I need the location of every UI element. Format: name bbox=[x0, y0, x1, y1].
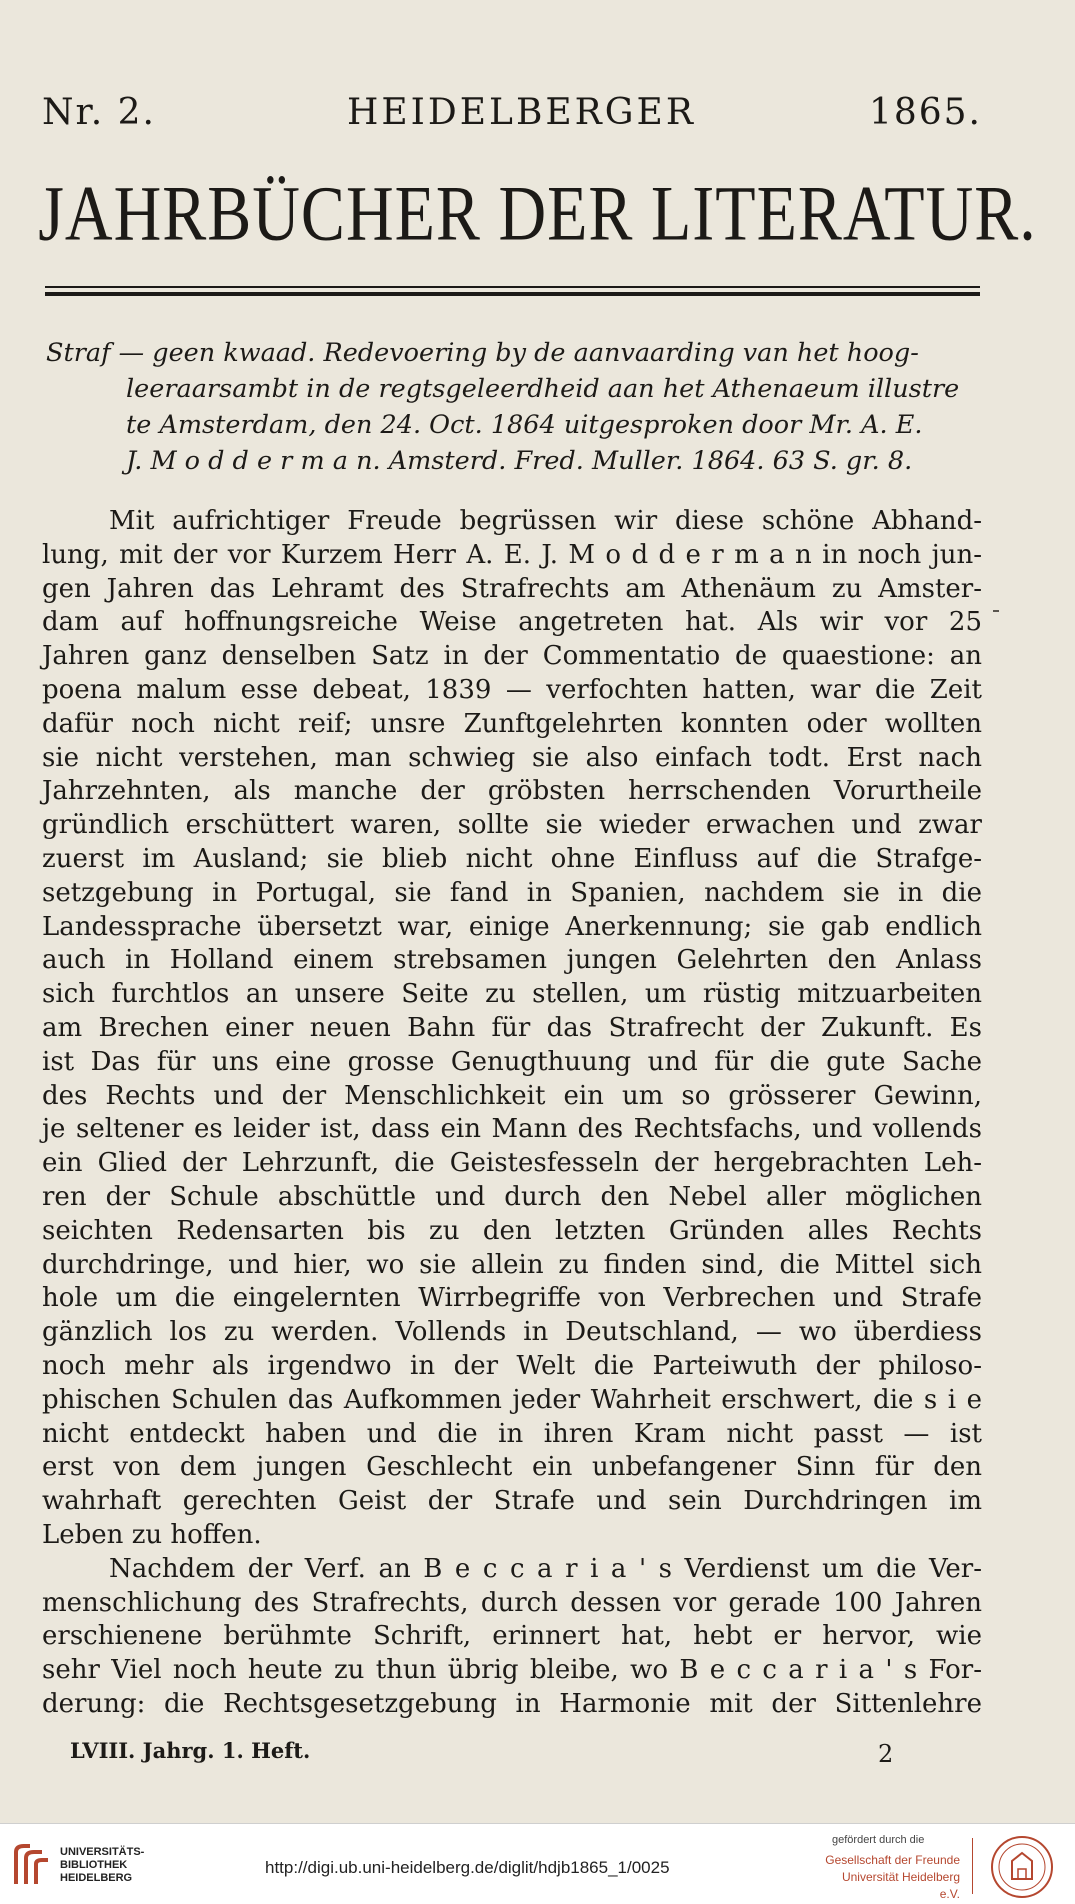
citation-line: leeraarsambt in de regtsgeleerdheid aan het Athenaeum illustre bbox=[126, 374, 960, 404]
text-line: noch mehr als irgendwo in der Welt die Parteiwuth der philoso- bbox=[42, 1350, 982, 1381]
citation-line: J. M o d d e r m a n. Amsterd. Fred. Muller. 1864. 63 S. gr. 8. bbox=[126, 446, 913, 476]
masthead-rule-thin bbox=[45, 286, 980, 288]
year: 1865. bbox=[868, 92, 982, 133]
text-line: Jahren ganz denselben Satz in der Commentatio de quaestione: an bbox=[42, 641, 982, 672]
text-line: sie nicht verstehen, man schwieg sie also einfach todt. Erst nach bbox=[42, 742, 982, 773]
text-line: Nachdem der Verf. an B e c c a r i a ' s Verdienst um die Ver- bbox=[109, 1553, 982, 1584]
text-line: Jahrzehnten, als manche der gröbsten herrschenden Vorurtheile bbox=[42, 776, 982, 807]
text-line: seichten Redensarten bis zu den letzten Gründen alles Rechts bbox=[42, 1215, 982, 1246]
text-line: derung: die Rechtsgesetzgebung in Harmonie mit der Sittenlehre bbox=[42, 1688, 982, 1719]
text-line: Landessprache übersetzt war, einige Anerkennung; sie gab endlich bbox=[42, 911, 982, 942]
permalink-url[interactable]: http://digi.ub.uni-heidelberg.de/diglit/hdjb1865_1/0025 bbox=[265, 1858, 670, 1877]
text-line: gründlich erschüttert waren, sollte sie wieder erwachen und zwar bbox=[42, 810, 982, 841]
text-line: Leben zu hoffen. bbox=[42, 1519, 262, 1550]
university-seal-icon bbox=[990, 1835, 1054, 1899]
text-line: auch in Holland einem strebsamen jungen Gelehrten den Anlass bbox=[42, 945, 982, 976]
university-library-logo-icon[interactable] bbox=[12, 1844, 50, 1886]
text-line: lung, mit der vor Kurzem Herr A. E. J. M o d d e r m a n in noch jun- bbox=[42, 539, 982, 570]
text-line: dam auf hoffnungsreiche Weise angetreten hat. Als wir vor 25 bbox=[42, 607, 982, 638]
text-line: am Brechen einer neuen Bahn für das Strafrecht der Zukunft. Es bbox=[42, 1012, 982, 1043]
text-line: gänzlich los zu werden. Vollends in Deutschland, — wo überdiess bbox=[42, 1317, 982, 1348]
citation-line: Straf — geen kwaad. Redevoering by de aanvaarding van het hoog- bbox=[46, 338, 919, 368]
text-line: des Rechts und der Menschlichkeit ein um so grösserer Gewinn, bbox=[42, 1080, 982, 1111]
article-body bbox=[42, 505, 982, 1722]
running-header bbox=[42, 92, 982, 142]
text-line: ren der Schule abschüttle und durch den Nebel aller möglichen bbox=[42, 1181, 982, 1212]
library-name: UNIVERSITÄTS- BIBLIOTHEK HEIDELBERG bbox=[60, 1846, 145, 1884]
footer-divider bbox=[972, 1838, 973, 1894]
text-line: zuerst im Ausland; sie blieb nicht ohne Einfluss auf die Strafge- bbox=[42, 843, 982, 874]
text-line: menschlichung des Strafrechts, durch dessen vor gerade 100 Jahren bbox=[42, 1587, 982, 1618]
text-line: erschienene berühmte Schrift, erinnert hat, hebt er hervor, wie bbox=[42, 1621, 982, 1652]
text-line: sehr Viel noch heute zu thun übrig bleibe, wo B e c c a r i a ' s For- bbox=[42, 1655, 982, 1686]
text-line: durchdringe, und hier, wo sie allein zu finden sind, die Mittel sich bbox=[42, 1249, 982, 1280]
masthead-title: JAHRBÜCHER DER LITERATUR. bbox=[38, 171, 1037, 258]
text-line: phischen Schulen das Aufkommen jeder Wahrheit erschwert, die s i e bbox=[42, 1384, 982, 1415]
text-line: gen Jahren das Lehramt des Strafrechts am Athenäum zu Amster- bbox=[42, 573, 982, 604]
masthead-rule-thick bbox=[45, 292, 980, 296]
text-line: hole um die eingelernten Wirrbegriffe von Verbrechen und Strafe bbox=[42, 1283, 982, 1314]
text-line: ein Glied der Lehrzunft, die Geistesfesseln der hergebrachten Leh- bbox=[42, 1148, 982, 1179]
text-line: setzgebung in Portugal, sie fand in Spanien, nachdem sie in die bbox=[42, 877, 982, 908]
signature-line bbox=[70, 1738, 894, 1768]
journal-name: HEIDELBERGER bbox=[347, 92, 696, 133]
text-line: Mit aufrichtiger Freude begrüssen wir diese schöne Abhand- bbox=[109, 506, 982, 536]
text-line: dafür noch nicht reif; unsre Zunftgelehrten konnten oder wollten bbox=[42, 708, 982, 739]
text-line: erst von dem jungen Geschlecht ein unbefangener Sinn für den bbox=[42, 1452, 982, 1483]
margin-mark bbox=[993, 610, 999, 612]
sponsor-name: Gesellschaft der Freunde Universität Heidelberg e.V. bbox=[825, 1853, 960, 1901]
text-line: sich furchtlos an unsere Seite zu stellen, um rüstig mitzuarbeiten bbox=[42, 979, 982, 1010]
review-citation bbox=[46, 335, 980, 479]
text-line: poena malum esse debeat, 1839 — verfochten hatten, war die Zeit bbox=[42, 674, 982, 705]
digitization-footer bbox=[0, 1823, 1075, 1904]
text-line: nicht entdeckt haben und die in ihren Kram nicht passt — ist bbox=[42, 1418, 982, 1449]
citation-line: te Amsterdam, den 24. Oct. 1864 uitgesproken door Mr. A. E. bbox=[126, 410, 923, 440]
sponsor-intro: gefördert durch die bbox=[832, 1834, 925, 1846]
text-line: wahrhaft gerechten Geist der Strafe und sein Durchdringen im bbox=[42, 1486, 982, 1517]
signature-text: LVIII. Jahrg. 1. Heft. bbox=[70, 1738, 311, 1763]
issue-number: Nr. 2. bbox=[42, 92, 156, 133]
sheet-number: 2 bbox=[878, 1740, 894, 1768]
text-line: je seltener es leider ist, dass ein Mann des Rechtsfachs, und vollends bbox=[42, 1114, 982, 1145]
text-line: ist Das für uns eine grosse Genugthuung und für die gute Sache bbox=[42, 1046, 982, 1077]
